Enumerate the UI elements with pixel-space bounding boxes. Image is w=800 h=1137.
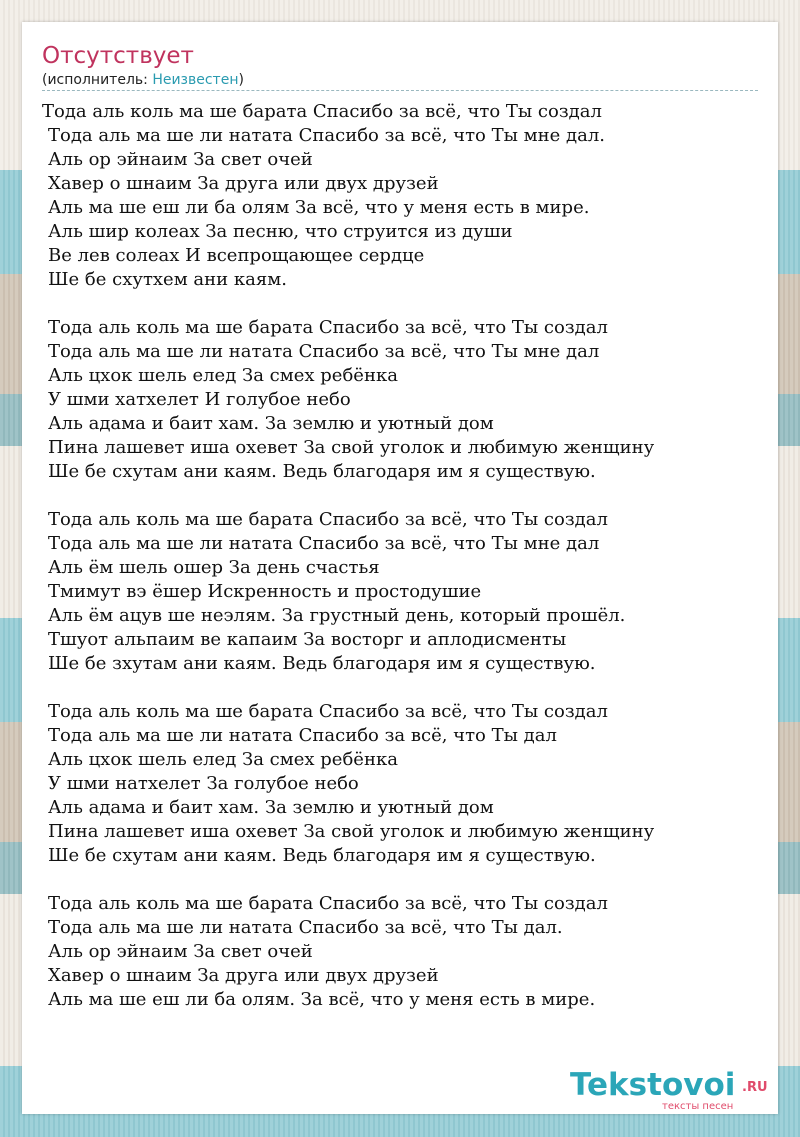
verse: [42, 508, 692, 676]
lyric-line: Аль цхок шель елед За смех ребёнка: [48, 749, 398, 770]
site-logo[interactable]: [570, 1068, 770, 1112]
artist-suffix: ): [238, 72, 244, 88]
lyric-line: Тода аль коль ма ше барата Спасибо за всё, что Ты создал: [48, 509, 608, 530]
verse: [42, 892, 692, 1012]
lyric-line: Ше бе схутам ани каям. Ведь благодаря им я существую.: [48, 845, 596, 866]
lyric-line: Тода аль коль ма ше барата Спасибо за всё, что Ты создал: [48, 893, 608, 914]
lyric-line: Тода аль ма ше ли натата Спасибо за всё, что Ты мне дал: [48, 341, 600, 362]
lyric-line: Аль ём ацув ше неэлям. За грустный день, который прошёл.: [48, 605, 626, 626]
lyric-line: Хавер о шнаим За друга или двух друзей: [48, 173, 439, 194]
lyric-line: Ше бе зхутам ани каям. Ведь благодаря им я существую.: [48, 653, 596, 674]
title-divider: [42, 90, 758, 91]
lyric-line: Ве лев солеах И всепрощающее сердце: [48, 245, 425, 266]
lyric-line: Аль адама и баит хам. За землю и уютный дом: [48, 797, 494, 818]
logo-domain: .RU: [742, 1080, 768, 1095]
artist-link[interactable]: Неизвестен: [152, 72, 239, 88]
lyric-line: Тода аль ма ше ли натата Спасибо за всё, что Ты мне дал: [48, 533, 600, 554]
lyric-line: Тода аль коль ма ше барата Спасибо за всё, что Ты создал: [48, 701, 608, 722]
lyric-line: Тмимут вэ ёшер Искренность и простодушие: [48, 581, 482, 602]
lyric-line: Аль шир колеах За песню, что струится из души: [48, 221, 513, 242]
lyric-line: Ше бе схутхем ани каям.: [48, 269, 287, 290]
lyric-line: Тода аль ма ше ли натата Спасибо за всё, что Ты дал.: [48, 917, 563, 938]
verse: [42, 700, 692, 868]
verse: [42, 316, 692, 484]
lyric-line: Аль ём шель ошер За день счастья: [48, 557, 380, 578]
lyric-line: Ше бе схутам ани каям. Ведь благодаря им я существую.: [48, 461, 596, 482]
lyric-line: Аль адама и баит хам. За землю и уютный дом: [48, 413, 494, 434]
lyric-line: Аль ор эйнаим За свет очей: [48, 149, 313, 170]
lyric-line: Тода аль коль ма ше барата Спасибо за всё, что Ты создал: [42, 101, 602, 122]
logo-text: Tekstovoi: [570, 1067, 736, 1103]
lyric-line: Пина лашевет иша охевет За свой уголок и любимую женщину: [48, 821, 655, 842]
lyric-line: Хавер о шнаим За друга или двух друзей: [48, 965, 439, 986]
lyric-line: У шми хатхелет И голубое небо: [48, 389, 351, 410]
verse: [42, 100, 692, 292]
lyric-line: Тода аль ма ше ли натата Спасибо за всё, что Ты дал: [48, 725, 557, 746]
lyric-line: Тшуот альпаим ве капаим За восторг и аплодисменты: [48, 629, 567, 650]
lyric-line: Пина лашевет иша охевет За свой уголок и любимую женщину: [48, 437, 655, 458]
artist-line: [42, 71, 244, 89]
lyric-line: Аль ор эйнаим За свет очей: [48, 941, 313, 962]
lyrics-card: [22, 22, 778, 1114]
lyric-line: Тода аль ма ше ли натата Спасибо за всё, что Ты мне дал.: [48, 125, 605, 146]
lyric-line: Тода аль коль ма ше барата Спасибо за всё, что Ты создал: [48, 317, 608, 338]
lyric-line: Аль ма ше еш ли ба олям За всё, что у меня есть в мире.: [48, 197, 590, 218]
lyric-line: Аль ма ше еш ли ба олям. За всё, что у меня есть в мире.: [48, 989, 596, 1010]
artist-prefix: (исполнитель:: [42, 72, 153, 88]
lyric-line: У шми натхелет За голубое небо: [48, 773, 359, 794]
lyrics-body: [42, 100, 692, 1036]
logo-subtitle: тексты песен: [662, 1101, 734, 1112]
lyric-line: Аль цхок шель елед За смех ребёнка: [48, 365, 398, 386]
song-title: Отсутствует: [42, 43, 194, 69]
